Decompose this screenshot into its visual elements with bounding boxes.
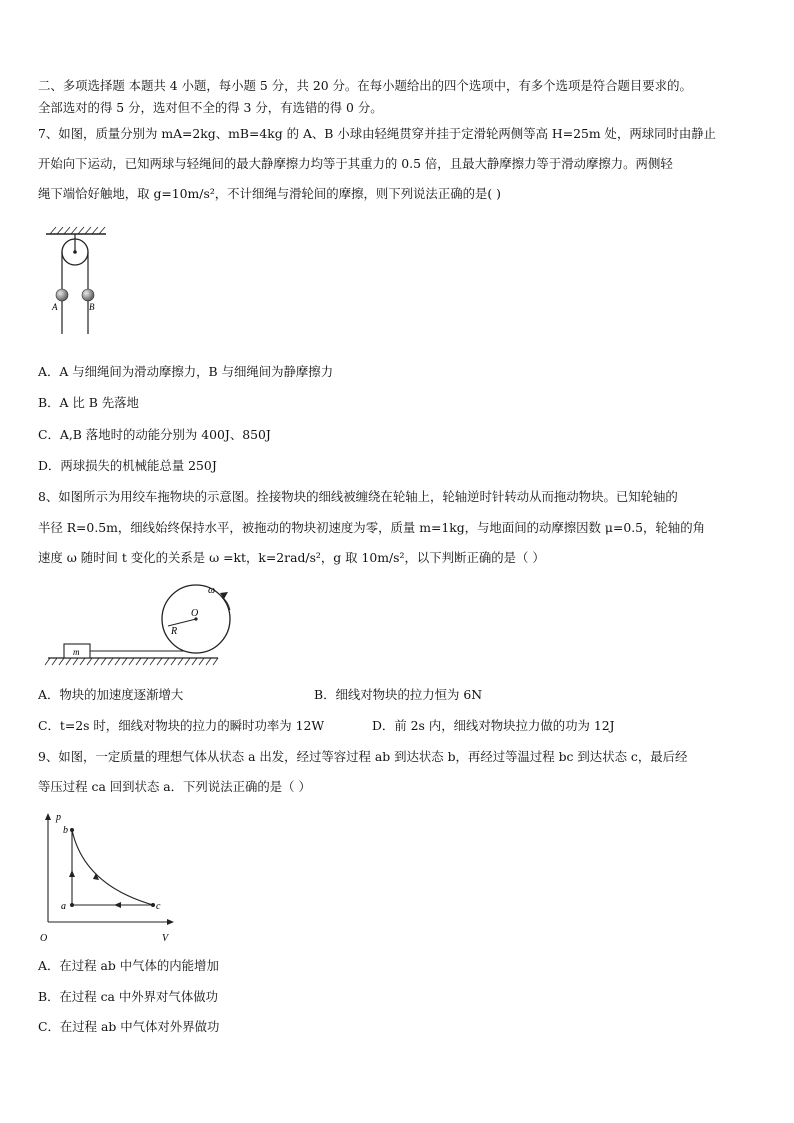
q8-label-o: O	[191, 608, 199, 619]
q8-option-a: A．物块的加速度逐渐增大	[38, 687, 184, 702]
q7-stem-line2: 开始向下运动，已知两球与轻绳间的最大静摩擦力均等于其重力的 0.5 倍，且最大静摩擦力等于滑动摩擦力。两侧轻	[38, 156, 673, 171]
q9-option-c: C．在过程 ab 中气体对外界做功	[38, 1019, 220, 1034]
q8-stem-line2: 半径 R=0.5m，细线始终保持水平，被拖动的物块初速度为零，质量 m=1kg，与地面间的动摩擦因数 μ=0.5，轮轴的角	[38, 520, 705, 535]
q8-winch-figure	[38, 582, 248, 672]
q9-label-a: a	[61, 901, 66, 912]
q8-stem-line3: 速度 ω 随时间 t 变化的关系是 ω =kt，k=2rad/s²，g 取 10m/s²，以下判断正确的是（ ）	[38, 550, 545, 565]
q9-label-c: c	[156, 901, 161, 912]
q9-option-a: A．在过程 ab 中气体的内能增加	[38, 958, 219, 973]
q8-label-r: R	[171, 626, 178, 637]
q9-stem-line2: 等压过程 ca 回到状态 a．下列说法正确的是（ ）	[38, 779, 311, 794]
q8-option-b: B．细线对物块的拉力恒为 6N	[314, 687, 483, 702]
section-heading-line2: 全部选对的得 5 分，选对但不全的得 3 分，有选错的得 0 分。	[38, 100, 383, 115]
q7-option-c: C．A,B 落地时的动能分别为 400J、850J	[38, 427, 271, 442]
q9-option-b: B．在过程 ca 中外界对气体做功	[38, 989, 218, 1004]
q7-label-b: B	[89, 302, 95, 312]
q8-label-omega: ω	[208, 585, 216, 596]
q8-option-c: C．t=2s 时，细线对物块的拉力的瞬时功率为 12W	[38, 718, 325, 733]
q7-option-a: A．A 与细绳间为滑动摩擦力，B 与细绳间为静摩擦力	[38, 364, 334, 379]
q7-stem-line3: 绳下端恰好触地，取 g=10m/s²，不计细绳与滑轮间的摩擦，则下列说法正确的是( )	[38, 186, 501, 201]
q9-label-p: p	[56, 812, 61, 823]
q8-option-d: D．前 2s 内，细线对物块拉力做的功为 12J	[372, 718, 615, 733]
q9-stem-line1: 9、如图，一定质量的理想气体从状态 a 出发，经过等容过程 ab 到达状态 b，再经过等温过程 bc 到达状态 c，最后经	[38, 749, 688, 764]
q9-label-b: b	[63, 825, 68, 836]
q9-pv-diagram	[36, 810, 182, 946]
q9-label-v: V	[162, 933, 169, 944]
q8-stem-line1: 8、如图所示为用绞车拖物块的示意图。拴接物块的细线被缠绕在轮轴上，轮轴逆时针转动从而拖动物块。已知轮轴的	[38, 489, 678, 504]
q7-option-b: B．A 比 B 先落地	[38, 395, 139, 410]
section-heading-line1: 二、多项选择题 本题共 4 小题，每小题 5 分，共 20 分。在每小题给出的四个选项中，有多个选项是符合题目要求的。	[38, 78, 692, 93]
q7-stem-line1: 7、如图，质量分别为 mA=2kg、mB=4kg 的 A、B 小球由轻绳贯穿并挂于定滑轮两侧等高 H=25m 处，两球同时由静止	[38, 126, 717, 141]
q9-label-o: O	[40, 933, 48, 944]
q7-pulley-figure	[44, 226, 110, 344]
q7-label-a: A	[52, 302, 58, 312]
q8-label-m: m	[73, 647, 80, 657]
q7-option-d: D．两球损失的机械能总量 250J	[38, 458, 217, 473]
